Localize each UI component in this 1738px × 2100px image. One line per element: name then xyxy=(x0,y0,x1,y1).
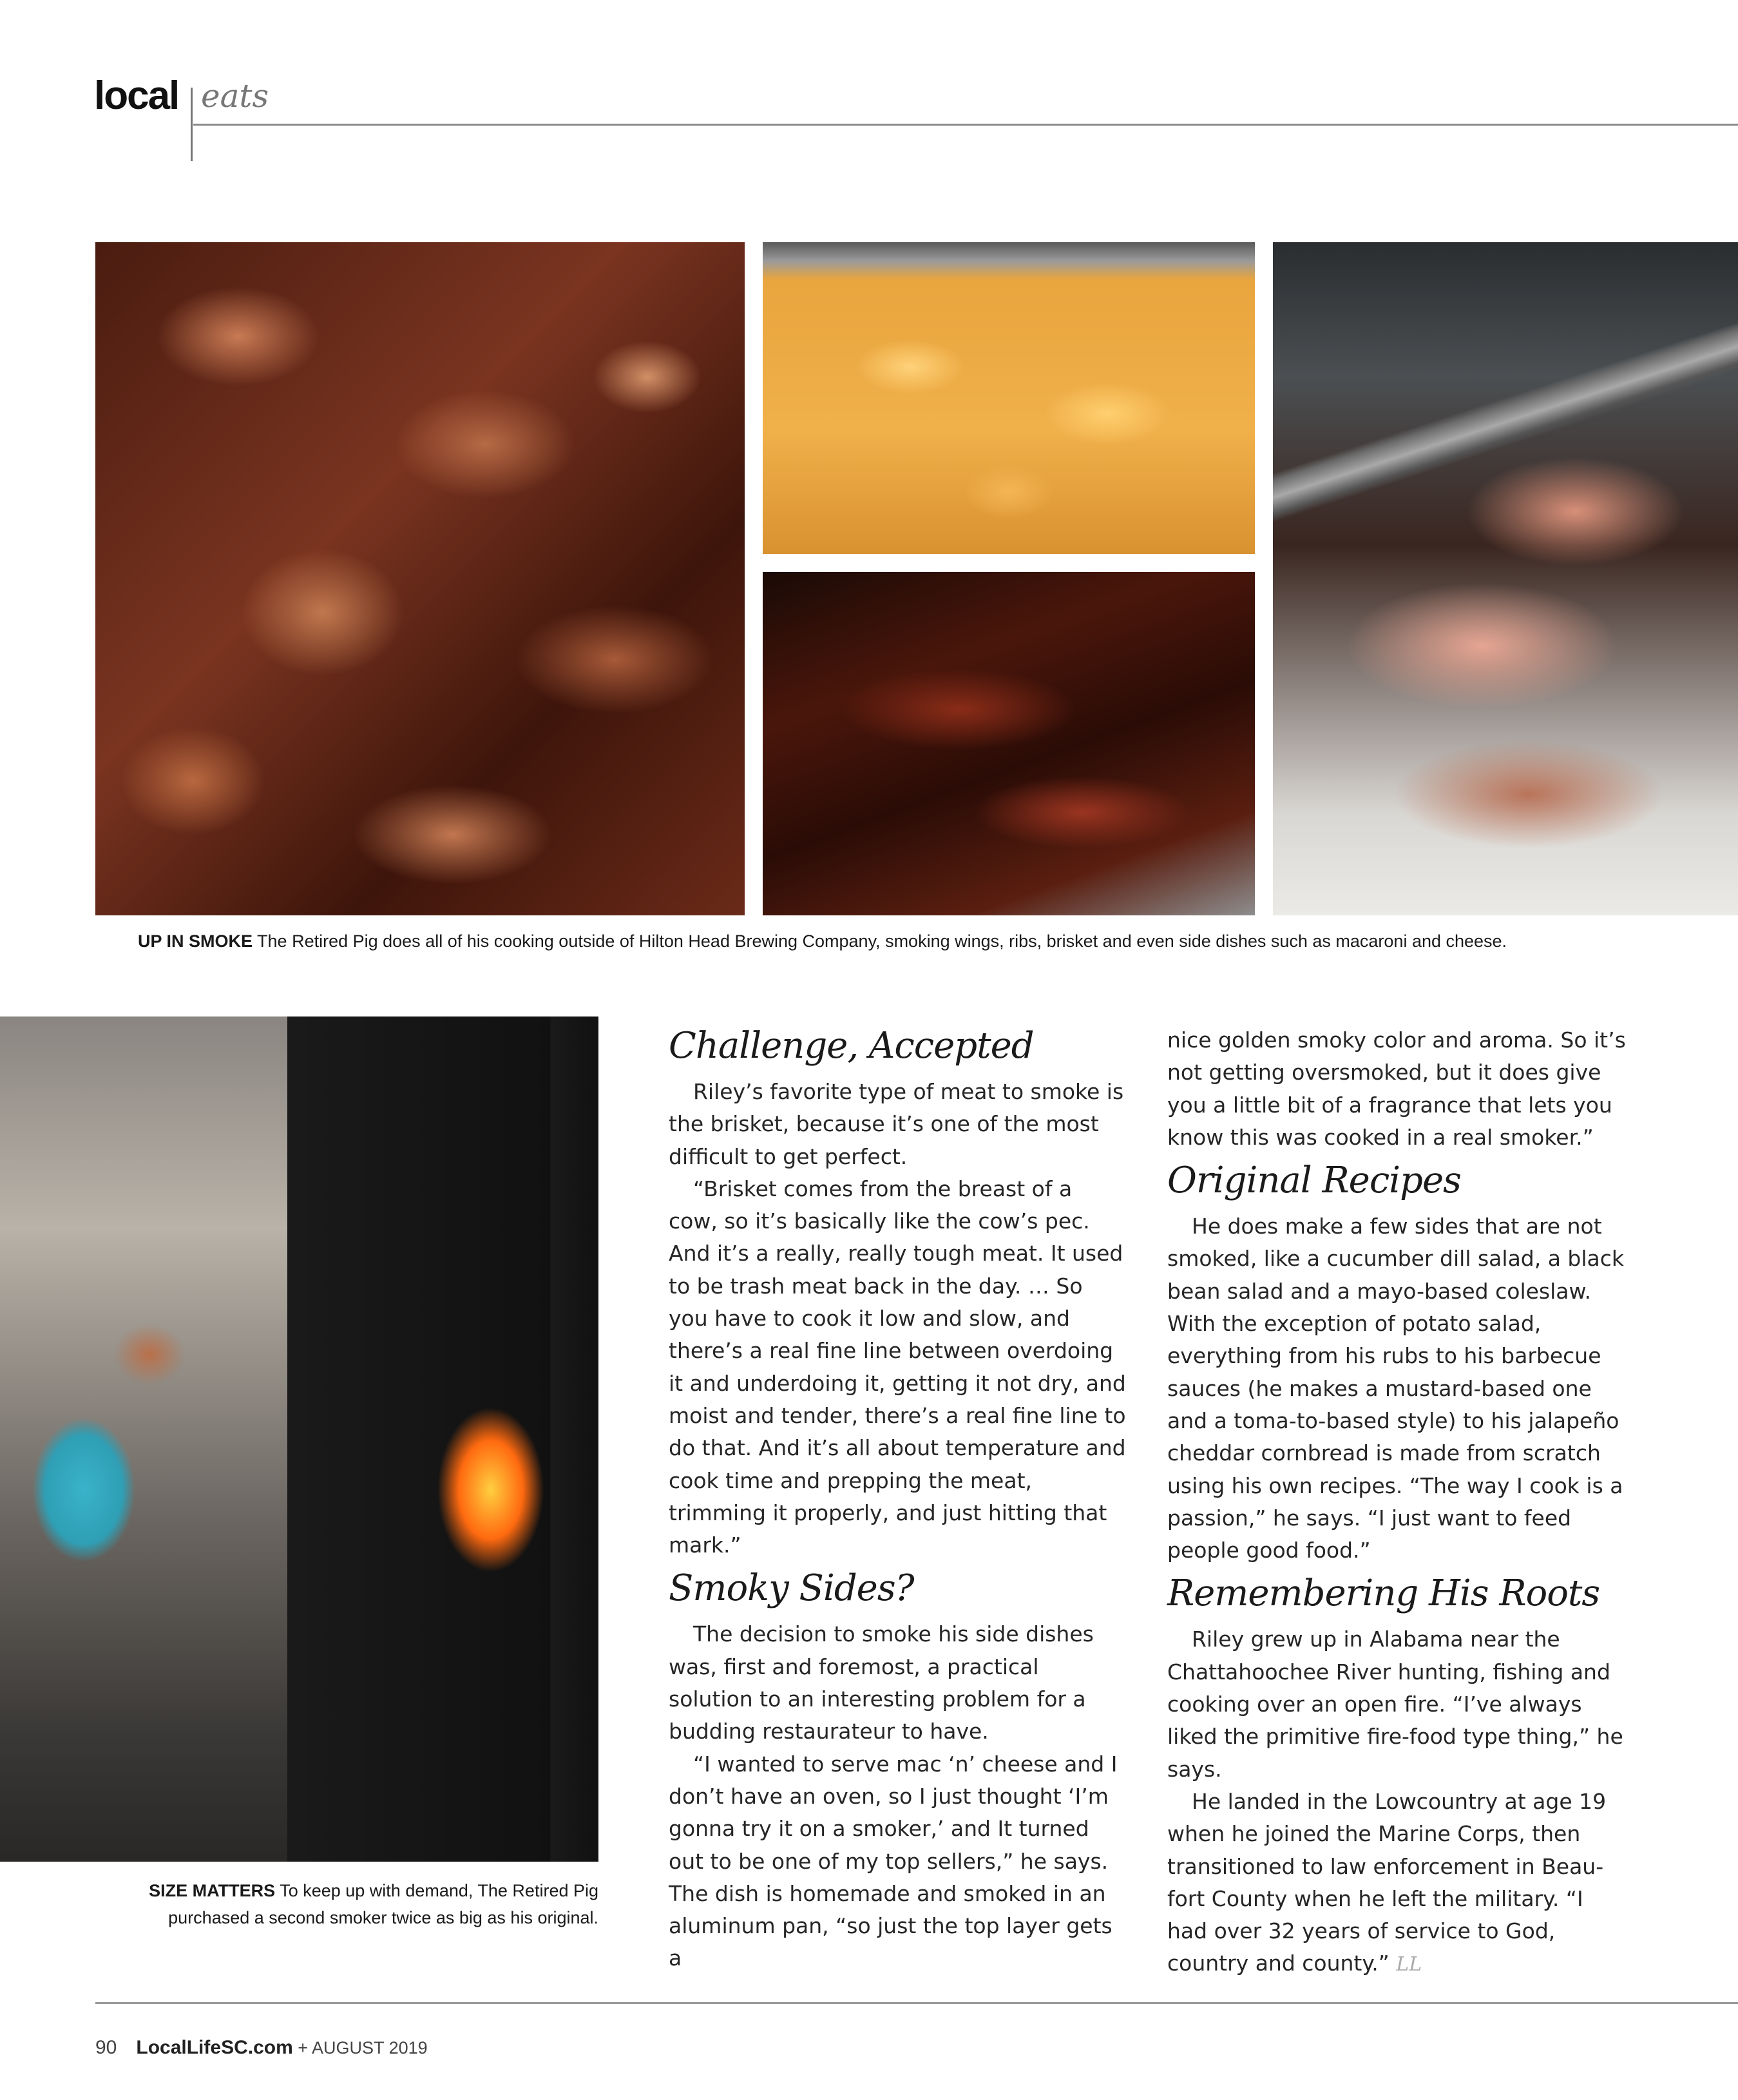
header-divider xyxy=(191,88,193,161)
article-column-1 xyxy=(669,1022,1127,1975)
paragraph: nice golden smoky color and aroma. So it’s not getting oversmoked, but it does give you a little bit of a fragrance that lets you know this was cooked in a real smoker.” xyxy=(1167,1027,1626,1150)
smoker-photo xyxy=(0,1017,598,1862)
paragraph: Riley’s favorite type of meat to smoke is the brisket, because it’s one of the most difficult to get perfect. xyxy=(669,1079,1124,1169)
section-heading: Remembering His Roots xyxy=(1167,1572,1600,1615)
page-number: 90 xyxy=(95,2037,117,2058)
paragraph: Riley grew up in Alabama near the Chattahoochee River hunting, fishing and cooking over an open fire. “I’ve always liked the primitive fire-food type thing,” he says. xyxy=(1167,1627,1623,1782)
subsection-label: eats xyxy=(201,77,269,115)
header-rule xyxy=(193,124,1738,126)
paragraph: He does make a few sides that are not smoked, like a cucumber dill salad, a black bean salad and a mayo-based coleslaw. With the exception of potato salad, everything from his rubs to his barbecue sauces (he makes a mustard-based one and a toma-to-based style) to his jalapeño cheddar cornbread is made from scratch using his own recipes. “The way I cook is a passion,” he says. “I just want to feed people good food.” xyxy=(1167,1214,1625,1563)
photo-caption-top xyxy=(138,931,1507,951)
footer-rule xyxy=(95,2002,1738,2004)
page-footer xyxy=(95,2037,428,2059)
brisket-photo xyxy=(1273,242,1738,915)
paragraph-text: He landed in the Lowcountry at age 19 when he joined the Marine Corps, then transitioned to law enforcement in Beau-fort County when he left the military. “I had over 32 years of service to God, country and county.” xyxy=(1167,1788,1607,1976)
caption-text: To keep up with demand, The Retired Pig xyxy=(275,1881,598,1900)
ribs-photo xyxy=(763,572,1255,915)
paragraph xyxy=(1167,1786,1626,1981)
mac-and-cheese-photo xyxy=(763,242,1255,554)
paragraph: The decision to smoke his side dishes was, first and foremost, a practical solution to an interesting problem for a budding restaurateur to have. xyxy=(669,1621,1094,1744)
article-column-2 xyxy=(1167,1024,1626,1981)
caption-text: purchased a second smoker twice as big as his original. xyxy=(168,1908,598,1927)
caption-text: The Retired Pig does all of his cooking outside of Hilton Head Brewing Company, smoking wings, ribs, brisket and even side dishes such as macaroni and cheese. xyxy=(253,931,1507,951)
site-name: LocalLifeSC.com xyxy=(136,2037,293,2058)
photo-caption-left xyxy=(39,1877,598,1931)
paragraph: “Brisket comes from the breast of a cow, so it’s basically like the cow’s pec. And it’s a really, really tough meat. It used to be trash meat back in the day. … So you have to cook it low and slow, and there’s a real fine line between overdoing it and underdoing it, getting it not dry, and moist and tender, there’s a real fine line to do that. And it’s all about temperature and cook time and prepping the meat, trimming it properly, and just hitting that mark.” xyxy=(669,1176,1126,1558)
paragraph: “I wanted to serve mac ‘n’ cheese and I don’t have an oven, so I just thought ‘I’m gonna try it on a smoker,’ and It turned out to be one of my top sellers,” he says. The dish is homemade and smoked in an aluminum pan, “so just the top layer gets a xyxy=(669,1751,1118,1971)
caption-label: UP IN SMOKE xyxy=(138,931,253,951)
caption-label: SIZE MATTERS xyxy=(149,1881,276,1900)
section-heading: Smoky Sides? xyxy=(669,1567,914,1610)
section-heading: Challenge, Accepted xyxy=(669,1025,1034,1067)
section-logo: local xyxy=(94,73,179,118)
author-initials: LL xyxy=(1396,1953,1422,1976)
section-heading: Original Recipes xyxy=(1167,1160,1461,1202)
issue-date: + AUGUST 2019 xyxy=(292,2038,428,2057)
wings-photo xyxy=(95,242,745,915)
